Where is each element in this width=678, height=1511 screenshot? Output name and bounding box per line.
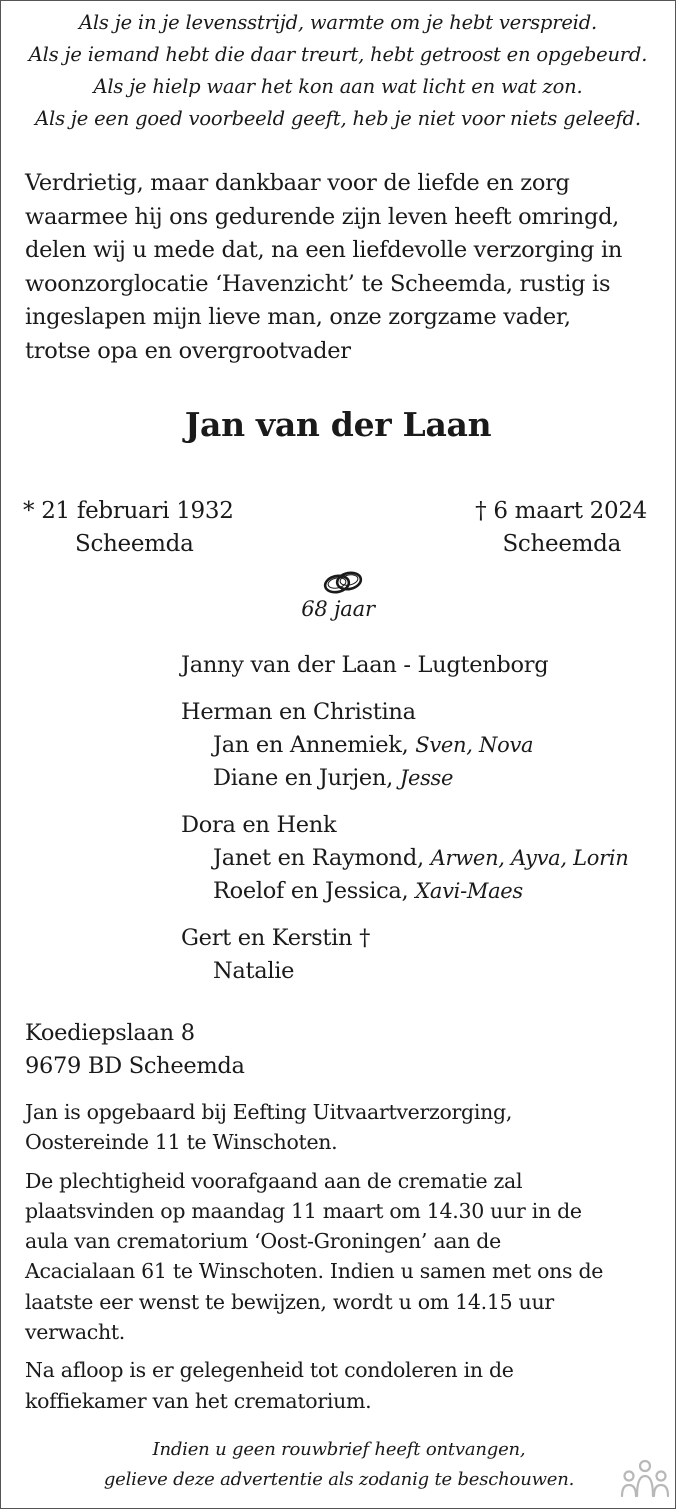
arrangements-paragraph [25, 1166, 665, 1348]
address-street: Koediepslaan 8 [25, 1020, 195, 1046]
grandchild-names: Janet en Raymond, [213, 845, 431, 871]
death-place: Scheemda [502, 531, 621, 557]
grandchild-names: Jan en Annemiek, [213, 732, 416, 758]
marriage-years: 68 jaar [301, 597, 375, 621]
spouse-name: Janny van der Laan - Lugtenborg [181, 652, 549, 678]
wedding-rings-icon [320, 567, 366, 597]
poem-line: Als je in je levensstrijd, warmte om je hebt verspreid. [79, 11, 597, 34]
poem-line: Als je iemand hebt die daar treurt, hebt getroost en opgebeurd. [28, 43, 648, 66]
announcement-line: trotse opa en overgrootvader [25, 337, 351, 364]
child-family: Gert en Kerstin † [181, 925, 371, 951]
announcement-line: ingeslapen mijn lieve man, onze zorgzame vader, [25, 304, 571, 330]
text-line: aula van crematorium ‘Oost-Groningen’ aan de [25, 1229, 501, 1254]
great-grandchildren: Arwen, Ayva, Lorin [430, 846, 629, 870]
great-grandchildren: Jesse [399, 766, 454, 790]
text-line: plaatsvinden op maandag 11 maart om 14.30 uur in de [25, 1198, 582, 1223]
text-line: Acacialaan 61 te Winschoten. Indien u samen met ons de [25, 1259, 604, 1284]
deceased-name: Jan van der Laan [184, 405, 492, 444]
footer-note [1, 1435, 676, 1495]
grandchild-family [181, 842, 671, 875]
text-line: laatste eer wenst te bewijzen, wordt u om 14.15 uur [25, 1289, 554, 1314]
child-family: Dora en Henk [181, 812, 337, 838]
poem-line: Als je hielp waar het kon aan wat licht en wat zon. [93, 75, 583, 98]
arrangements-paragraph [25, 1355, 665, 1416]
text-line: De plechtigheid voorafgaand aan de crematie zal [25, 1168, 523, 1193]
arrangements-paragraph [25, 1097, 665, 1158]
poem [1, 7, 675, 135]
people-group-logo-icon [619, 1458, 671, 1500]
poem-line: Als je een goed voorbeeld geeft, heb je niet voor niets geleefd. [35, 107, 641, 130]
announcement-line: delen wij u mede dat, na een liefdevolle verzorging in [25, 237, 623, 263]
grandchild-family [181, 875, 671, 908]
text-line: Jan is opgebaard bij Eefting Uitvaartverzorging, [25, 1100, 513, 1124]
address-city: 9679 BD Scheemda [25, 1053, 245, 1079]
text-line: verwacht. [25, 1320, 126, 1345]
announcement-line: woonzorglocatie ‘Havenzicht’ te Scheemda, rustig is [25, 270, 611, 297]
announcement-line: waarmee hij ons gedurende zijn leven heeft omringd, [25, 203, 620, 230]
footer-line: gelieve deze advertentie als zodanig te beschouwen. [103, 1469, 575, 1490]
grandchild-family [181, 762, 671, 795]
great-grandchildren: Xavi-Maes [415, 879, 523, 903]
text-line: Na afloop is er gelegenheid tot condoleren in de [25, 1358, 514, 1383]
grandchild-family [181, 729, 671, 762]
child-family: Herman en Christina [181, 699, 416, 725]
death-date: † 6 maart 2024 [475, 498, 647, 524]
announcement-line: Verdrietig, maar dankbaar voor de liefde en zorg [25, 170, 570, 196]
text-line: koffiekamer van het crematorium. [25, 1388, 372, 1413]
grandchild-names: Natalie [213, 958, 295, 984]
funeral-arrangements [25, 1097, 665, 1424]
birth-date: * 21 februari 1932 [23, 498, 234, 524]
great-grandchildren: Sven, Nova [415, 733, 534, 757]
announcement-text [25, 167, 665, 368]
birth-info [23, 495, 234, 561]
footer-line: Indien u geen rouwbrief heeft ontvangen, [152, 1439, 526, 1460]
grandchild-family [181, 955, 671, 988]
death-info [475, 495, 647, 561]
grandchild-names: Diane en Jurjen, [213, 765, 400, 791]
birth-place: Scheemda [75, 531, 194, 557]
text-line: Oostereinde 11 te Winschoten. [25, 1130, 338, 1155]
family-list [181, 649, 671, 988]
grandchild-names: Roelof en Jessica, [213, 878, 416, 904]
home-address [25, 1017, 245, 1083]
